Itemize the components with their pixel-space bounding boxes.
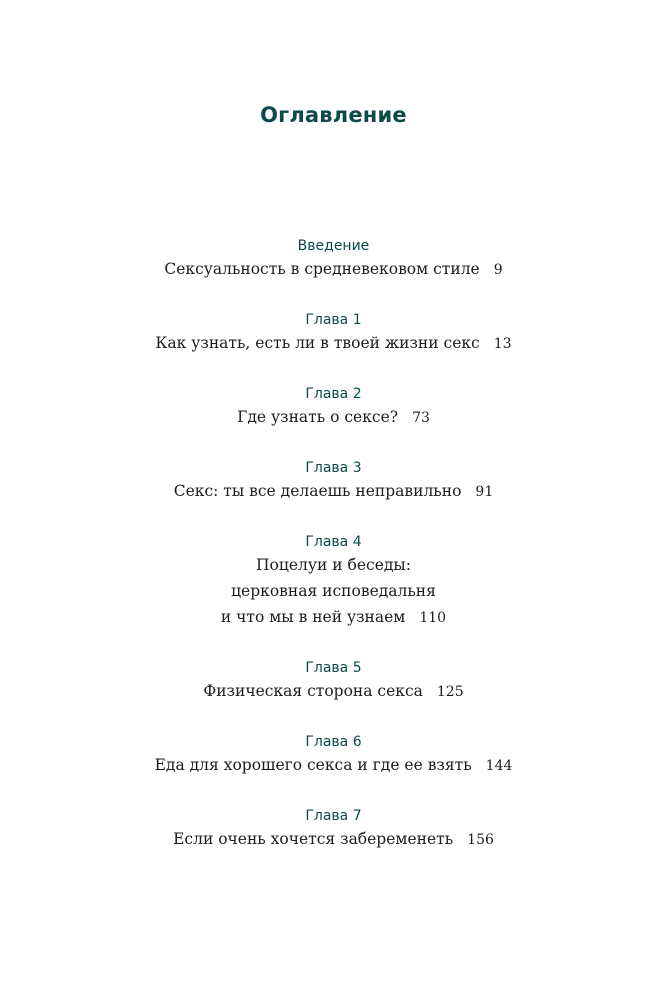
- chapter-label: Глава 3: [305, 460, 362, 476]
- chapter-title: Где узнать о сексе?: [237, 408, 399, 426]
- page-number: 156: [467, 832, 494, 848]
- chapter-title-line: [0, 478, 667, 505]
- page-number: 73: [412, 410, 430, 426]
- chapter-title: Секс: ты все делаешь неправильно: [173, 482, 462, 500]
- page-number: 9: [493, 262, 503, 278]
- chapter-title: Еда для хорошего секса и где ее взять: [154, 756, 472, 774]
- toc-entry-chapter-1: [0, 310, 667, 357]
- chapter-label: Глава 5: [305, 660, 362, 676]
- chapter-title: Сексуальность в средневековом стиле: [164, 260, 480, 278]
- chapter-title: Если очень хочется забеременеть: [173, 830, 454, 848]
- toc-entry-chapter-7: [0, 806, 667, 853]
- chapter-label: Глава 7: [305, 808, 362, 824]
- chapter-label: Глава 2: [305, 386, 362, 402]
- toc-entry-chapter-6: [0, 732, 667, 779]
- chapter-label: Глава 4: [305, 534, 362, 550]
- chapter-label: Глава 6: [305, 734, 362, 750]
- chapter-title-line: [0, 604, 667, 631]
- chapter-title: Физическая сторона секса: [203, 682, 423, 700]
- chapter-title-line: [0, 404, 667, 431]
- toc-entry-intro: [0, 236, 667, 283]
- chapter-title-line: [0, 678, 667, 705]
- chapter-title: церковная исповедальня: [231, 582, 436, 600]
- chapter-title: Как узнать, есть ли в твоей жизни секс: [155, 334, 480, 352]
- page-number: 91: [475, 484, 494, 500]
- chapter-title: Поцелуи и беседы:: [256, 556, 411, 574]
- toc-entry-chapter-3: [0, 458, 667, 505]
- chapter-title-line: [0, 578, 667, 604]
- page-number: 144: [485, 758, 513, 774]
- toc-entry-chapter-5: [0, 658, 667, 705]
- chapter-label: Глава 1: [305, 312, 362, 328]
- chapter-label: Введение: [297, 238, 370, 254]
- page-number: 13: [493, 336, 512, 352]
- chapter-title: и что мы в ней узнаем: [220, 608, 406, 626]
- toc-entry-chapter-2: [0, 384, 667, 431]
- page-number: 110: [419, 610, 447, 626]
- table-of-contents: [0, 236, 667, 880]
- toc-entry-chapter-4: [0, 532, 667, 631]
- page-title: Оглавление: [260, 103, 407, 127]
- chapter-title-line: [0, 752, 667, 779]
- chapter-title-line: [0, 826, 667, 853]
- page-number: 125: [436, 684, 464, 700]
- chapter-title-line: [0, 552, 667, 578]
- chapter-title-line: [0, 256, 667, 283]
- chapter-title-line: [0, 330, 667, 357]
